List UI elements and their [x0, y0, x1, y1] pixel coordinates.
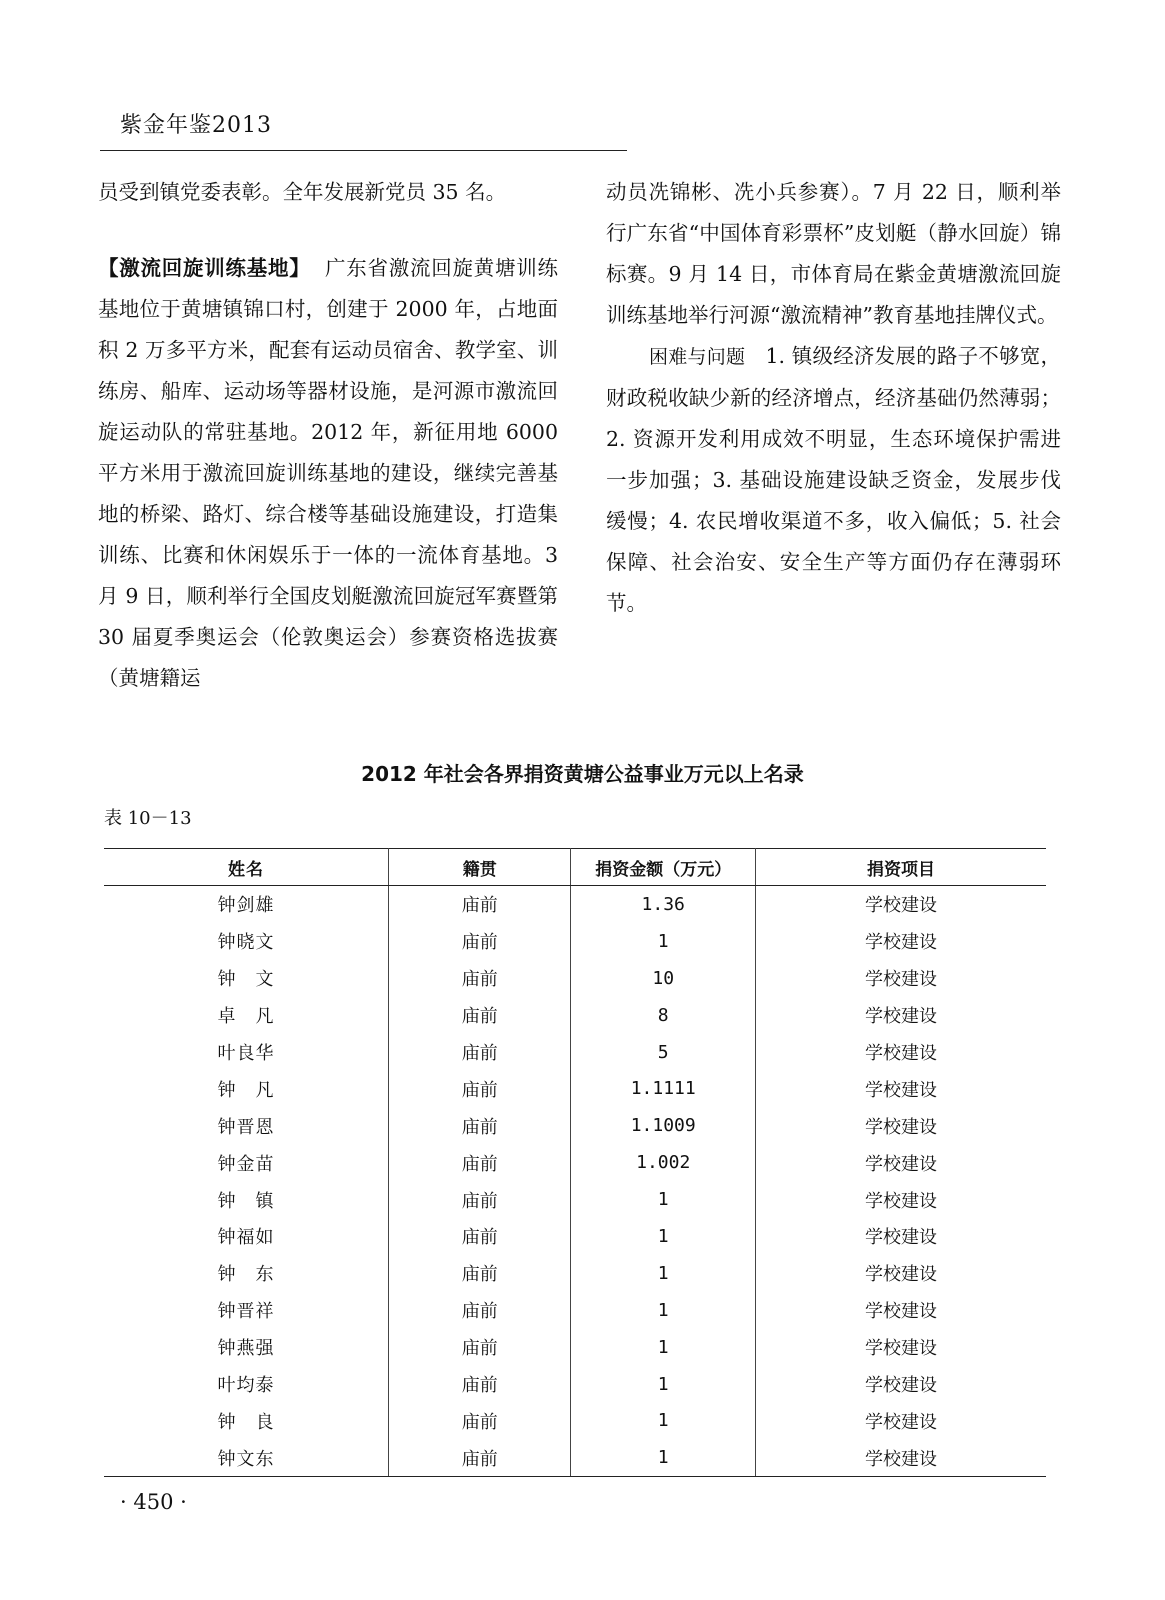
cell-name: 卓 凡 [104, 997, 389, 1034]
cell-project: 学校建设 [864, 1043, 937, 1064]
issues-title: 困难与问题 [649, 346, 746, 368]
cell-project: 学校建设 [864, 1190, 937, 1212]
cell-amount: 1 [571, 923, 756, 960]
table-row [104, 886, 1046, 923]
cell-origin: 庙前 [389, 1070, 571, 1107]
cell-project: 学校建设 [864, 1411, 937, 1433]
cell-origin: 庙前 [389, 1329, 571, 1366]
table-row [104, 923, 1046, 960]
cell-amount: 1.002 [571, 1144, 756, 1181]
cell-project: 学校建设 [864, 932, 937, 954]
cell-origin: 庙前 [389, 1292, 571, 1329]
cell-origin: 庙前 [389, 923, 571, 960]
cell-amount: 10 [571, 960, 756, 997]
cell-name: 叶均泰 [104, 1366, 389, 1403]
cell-origin: 庙前 [389, 997, 571, 1034]
column-header-project: 捐资项目 [755, 849, 1046, 886]
cell-origin: 庙前 [389, 1218, 571, 1255]
cell-origin: 庙前 [389, 1402, 571, 1439]
cell-origin: 庙前 [389, 1034, 571, 1071]
cell-project: 学校建设 [755, 1439, 1046, 1476]
column-header-amount: 捐资金额（万元） [571, 849, 756, 886]
cell-name: 叶良华 [104, 1034, 389, 1071]
cell-origin: 庙前 [389, 1144, 571, 1181]
table-row [104, 1255, 1046, 1292]
cell-name: 钟 良 [104, 1402, 389, 1439]
cell-name: 钟晋恩 [104, 1107, 389, 1144]
cell-name: 钟晋祥 [104, 1292, 389, 1329]
left-paragraph-continuation: 员受到镇党委表彰。全年发展新党员 35 名。 [98, 180, 507, 204]
cell-project: 学校建设 [864, 969, 937, 991]
cell-amount: 8 [571, 997, 756, 1034]
cell-amount: 1 [571, 1329, 756, 1366]
table-row [104, 1366, 1046, 1403]
cell-origin: 庙前 [389, 886, 571, 923]
issues-text: 1. 镇级经济发展的路子不够宽，财政税收缺少新的经济增点，经济基础仍然薄弱；2. 资源开发利用成效不明显，生态环境保护需进一步加强；3. 基础设施建设缺乏资金，发展步伐缓慢；4. 农民增收渠道不多，收入偏低；5. 社会保障、社会治安、安全生产等方面仍存在薄弱环节。 [606, 344, 1061, 615]
table-title: 2012 年社会各界捐资黄塘公益事业万元以上名录 [361, 762, 804, 786]
right-paragraph-continuation: 动员冼锦彬、冼小兵参赛）。7 月 22 日，顺利举行广东省“中国体育彩票杯”皮划艇（静水回旋）锦标赛。9 月 14 日，市体育局在紫金黄塘激流回旋训练基地举行河源“激流精神”教育基地挂牌仪式。 [606, 180, 1061, 327]
cell-project: 学校建设 [864, 1116, 937, 1138]
column-header-name: 姓名 [104, 849, 389, 886]
running-head: 紫金年鉴2013 [120, 113, 272, 138]
table-header-row [104, 849, 1046, 886]
table-row [104, 1144, 1046, 1181]
column-header-origin: 籍贯 [389, 849, 571, 886]
table-row [104, 1107, 1046, 1144]
page-number: · 450 · [120, 1490, 187, 1514]
cell-name: 钟晓文 [104, 923, 389, 960]
cell-amount: 5 [571, 1034, 756, 1071]
left-column [98, 172, 558, 699]
cell-name: 钟 镇 [104, 1181, 389, 1218]
cell-project: 学校建设 [864, 1301, 937, 1323]
cell-amount: 1 [571, 1255, 756, 1292]
cell-project: 学校建设 [864, 1079, 937, 1101]
table-row [104, 1218, 1046, 1255]
cell-project: 学校建设 [864, 1153, 937, 1175]
cell-amount: 1 [571, 1181, 756, 1218]
table-row [104, 1329, 1046, 1366]
cell-amount: 1 [571, 1292, 756, 1329]
table-row [104, 1439, 1046, 1476]
right-column [606, 172, 1061, 624]
table-number: 表 10－13 [104, 808, 192, 829]
cell-amount: 1.36 [571, 886, 756, 923]
cell-project: 学校建设 [864, 895, 937, 917]
cell-origin: 庙前 [389, 960, 571, 997]
cell-origin: 庙前 [389, 1107, 571, 1144]
cell-amount: 1 [571, 1366, 756, 1403]
issues-paragraph [606, 336, 1061, 624]
cell-project: 学校建设 [864, 1338, 937, 1360]
cell-amount: 1 [571, 1218, 756, 1255]
cell-amount: 1 [571, 1402, 756, 1439]
cell-amount: 1.1009 [571, 1107, 756, 1144]
cell-origin: 庙前 [389, 1255, 571, 1292]
table-row [104, 1070, 1046, 1107]
entry-title: 【激流回旋训练基地】 [98, 256, 311, 280]
cell-name: 钟金苗 [104, 1144, 389, 1181]
table-row [104, 960, 1046, 997]
cell-name: 钟文东 [104, 1439, 389, 1476]
entry-text: 广东省激流回旋黄塘训练基地位于黄塘镇锦口村，创建于 2000 年，占地面积 2 万多平方米，配套有运动员宿舍、教学室、训练房、船库、运动场等器材设施，是河源市激流回旋运动队的常驻基地。2012 年，新征用地 6000 平方米用于激流回旋训练基地的建设，继续完善基地的桥梁、路灯、综合楼等基础设施建设，打造集训练、比赛和休闲娱乐于一体的一流体育基地。3 月 9 日，顺利举行全国皮划艇激流回旋冠军赛暨第 30 届夏季奥运会（伦敦奥运会）参赛资格选拔赛（黄塘籍运 [98, 256, 558, 690]
cell-project: 学校建设 [864, 1006, 937, 1028]
cell-amount: 1.1111 [571, 1070, 756, 1107]
cell-origin: 庙前 [389, 1366, 571, 1403]
table-row [104, 1402, 1046, 1439]
table-row [104, 997, 1046, 1034]
cell-name: 钟燕强 [104, 1329, 389, 1366]
table-row [104, 1034, 1046, 1071]
cell-project: 学校建设 [864, 1375, 937, 1397]
cell-project: 学校建设 [864, 1264, 937, 1286]
cell-name: 钟剑雄 [104, 886, 389, 923]
paragraph-gap [98, 213, 558, 248]
cell-origin: 庙前 [389, 1181, 571, 1218]
cell-name: 钟福如 [104, 1218, 389, 1255]
cell-name: 钟 凡 [104, 1070, 389, 1107]
donation-table [104, 848, 1046, 1477]
cell-project: 学校建设 [864, 1227, 937, 1249]
cell-name: 钟 文 [104, 960, 389, 997]
cell-origin: 庙前 [389, 1439, 571, 1476]
entry-paragraph [98, 248, 558, 699]
table-row [104, 1181, 1046, 1218]
table-row [104, 1292, 1046, 1329]
cell-amount: 1 [571, 1439, 756, 1476]
header-rule [100, 150, 627, 151]
cell-name: 钟 东 [104, 1255, 389, 1292]
